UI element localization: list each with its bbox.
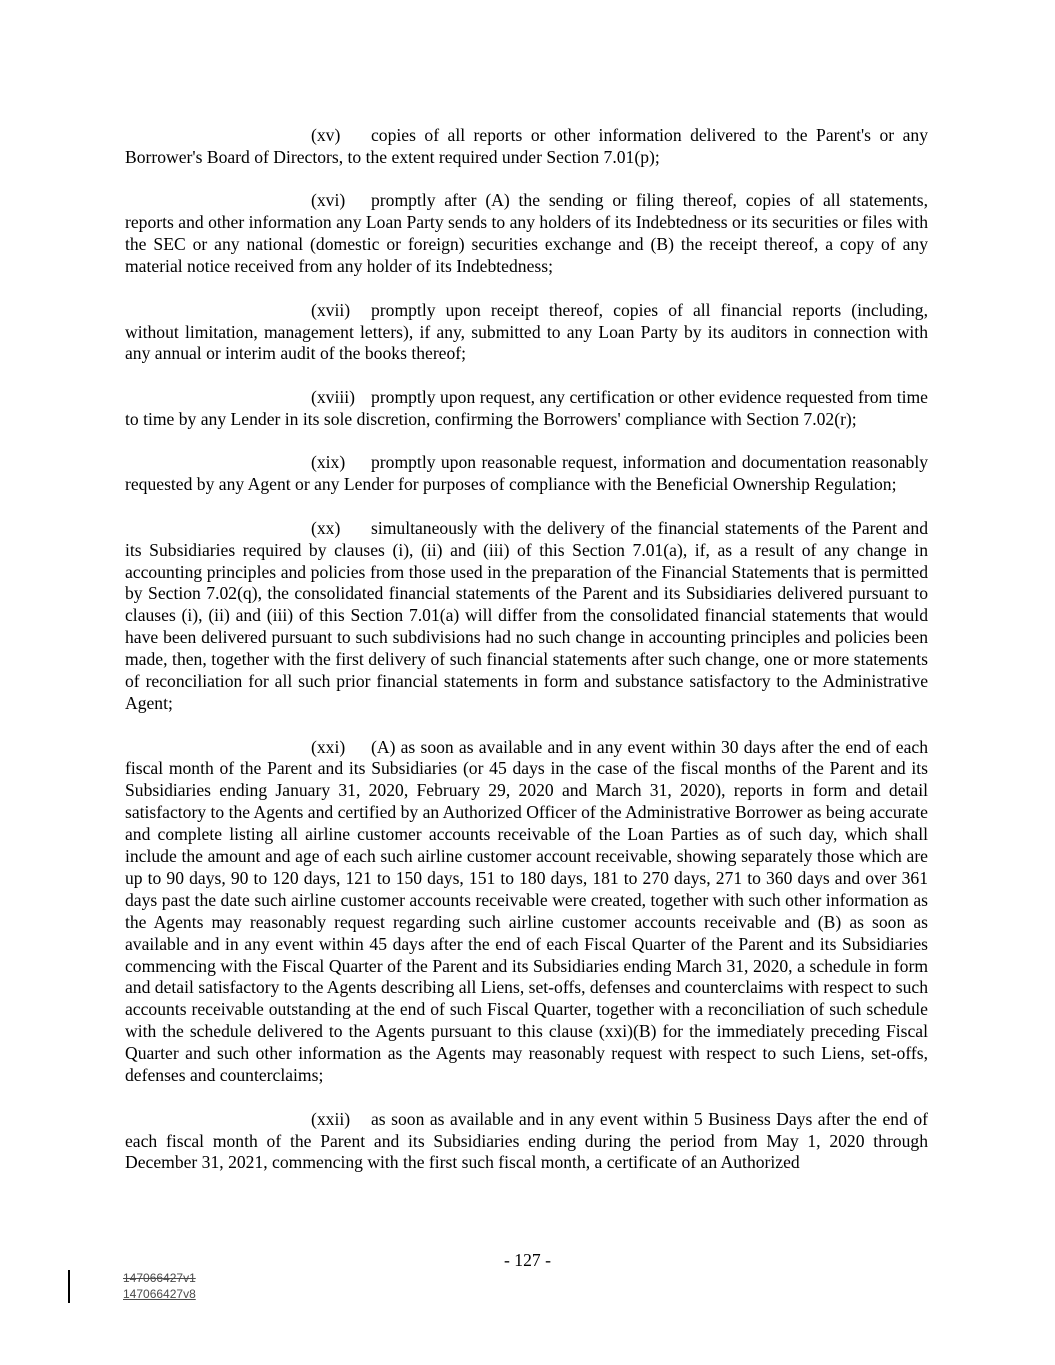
clause-number: (xviii) — [311, 386, 355, 407]
document-id-new: 147066427v8 — [123, 1287, 196, 1301]
clause-text: promptly upon reasonable request, information and documentation reasonably requested by any Agent or any Lender for purposes of compliance with the Beneficial Ownership Regulation; — [125, 452, 928, 495]
clause-xv — [125, 125, 928, 169]
clause-text: promptly after (A) the sending or filing thereof, copies of all statements, reports and other information any Loan Party sends to any holders of its Indebtedness or its securities or files with the SEC or any national (domestic or foreign) securities exchange and (B) the receipt thereof, a copy of any material notice received from any holder of its Indebtedness; — [125, 190, 928, 277]
clause-number: (xvii) — [311, 299, 351, 320]
document-id-old: 147066427v1 — [123, 1271, 196, 1285]
clause-number: (xx) — [311, 517, 341, 538]
clause-xx — [125, 518, 928, 715]
clause-xix — [125, 452, 928, 496]
clause-number: (xv) — [311, 125, 341, 145]
clause-text: promptly upon request, any certification or other evidence requested from time to time by any Lender in its sole discretion, confirming the Borrowers' compliance with Section 7.02(r); — [125, 386, 928, 429]
clause-xviii — [125, 387, 928, 431]
clause-text: as soon as available and in any event within 5 Business Days after the end of each fiscal month of the Parent and its Subsidiaries ending during the period from May 1, 2020 through December 31, 2021, commencing with the first such fiscal month, a certificate of an Authorized — [125, 1108, 928, 1173]
clause-text: promptly upon receipt thereof, copies of all financial reports (including, without limitation, management letters), if any, submitted to any Loan Party by its auditors in connection with any annual or interim audit of the books thereof; — [125, 299, 928, 364]
document-id-block — [123, 1270, 196, 1302]
clause-text: (A) as soon as available and in any event within 30 days after the end of each fiscal month of the Parent and its Subsidiaries (or 45 days in the case of the fiscal months of the Parent and its Subsidiaries ending January 31, 2020, February 29, 2020 and March 31, 2020), reports in form and detail satisfactory to the Agents and certified by an Authorized Officer of the Administrative Borrower as being accurate and complete listing all airline customer accounts receivable of the Loan Parties as of such day, which shall include the amount and age of each such airline customer account receivable, showing separately those which are up to 90 days, 90 to 120 days, 121 to 150 days, 151 to 180 days, 181 to 270 days, 271 to 360 days and over 361 days past the date such airline customer accounts receivable were created, together with such other information as the Agents may reasonably request regarding such airline customer accounts receivable and (B) as soon as available and in any event within 45 days after the end of each Fiscal Quarter of the Parent and its Subsidiaries commencing with the Fiscal Quarter of the Parent and its Subsidiaries ending March 31, 2020, a schedule in form and detail satisfactory to the Agents describing all Liens, set-offs, defenses and counterclaims with respect to such accounts receivable outstanding at the end of such Fiscal Quarter, together with a reconciliation of such schedule with the schedule delivered to the Agents pursuant to this clause (xxi)(B) for the immediately preceding Fiscal Quarter and such other information as the Agents may reasonably request with respect to such Liens, set-offs, defenses and counterclaims; — [125, 736, 928, 1086]
clause-number: (xxii) — [311, 1108, 351, 1129]
revision-change-bar — [68, 1270, 70, 1303]
clause-xxii — [125, 1109, 928, 1175]
clause-number: (xix) — [311, 452, 346, 473]
clause-number: (xxi) — [311, 736, 346, 757]
clause-number: (xvi) — [311, 190, 346, 211]
page-number: - 127 - — [504, 1250, 551, 1270]
clause-xvi — [125, 190, 928, 278]
clause-xvii — [125, 300, 928, 366]
document-body — [125, 125, 928, 1196]
clause-xxi — [125, 737, 928, 1088]
clause-text: copies of all reports or other information delivered to the Parent's or any Borrower's Board of Directors, to the extent required under Section 7.01(p); — [125, 125, 928, 167]
clause-text: simultaneously with the delivery of the financial statements of the Parent and its Subsidiaries required by clauses (i), (ii) and (iii) of this Section 7.01(a), if, as a result of any change in accounting principles and policies from those used in the preparation of the Financial Statements that is permitted by Section 7.02(q), the consolidated financial statements of the Parent and its Subsidiaries delivered pursuant to clauses (i), (ii) and (iii) of this Section 7.01(a) will differ from the consolidated financial statements that would have been delivered pursuant to such subdivisions had no such change in accounting principles and policies been made, then, together with the first delivery of such financial statements after such change, one or more statements of reconciliation for all such prior financial statements in form and substance satisfactory to the Administrative Agent; — [125, 517, 928, 713]
